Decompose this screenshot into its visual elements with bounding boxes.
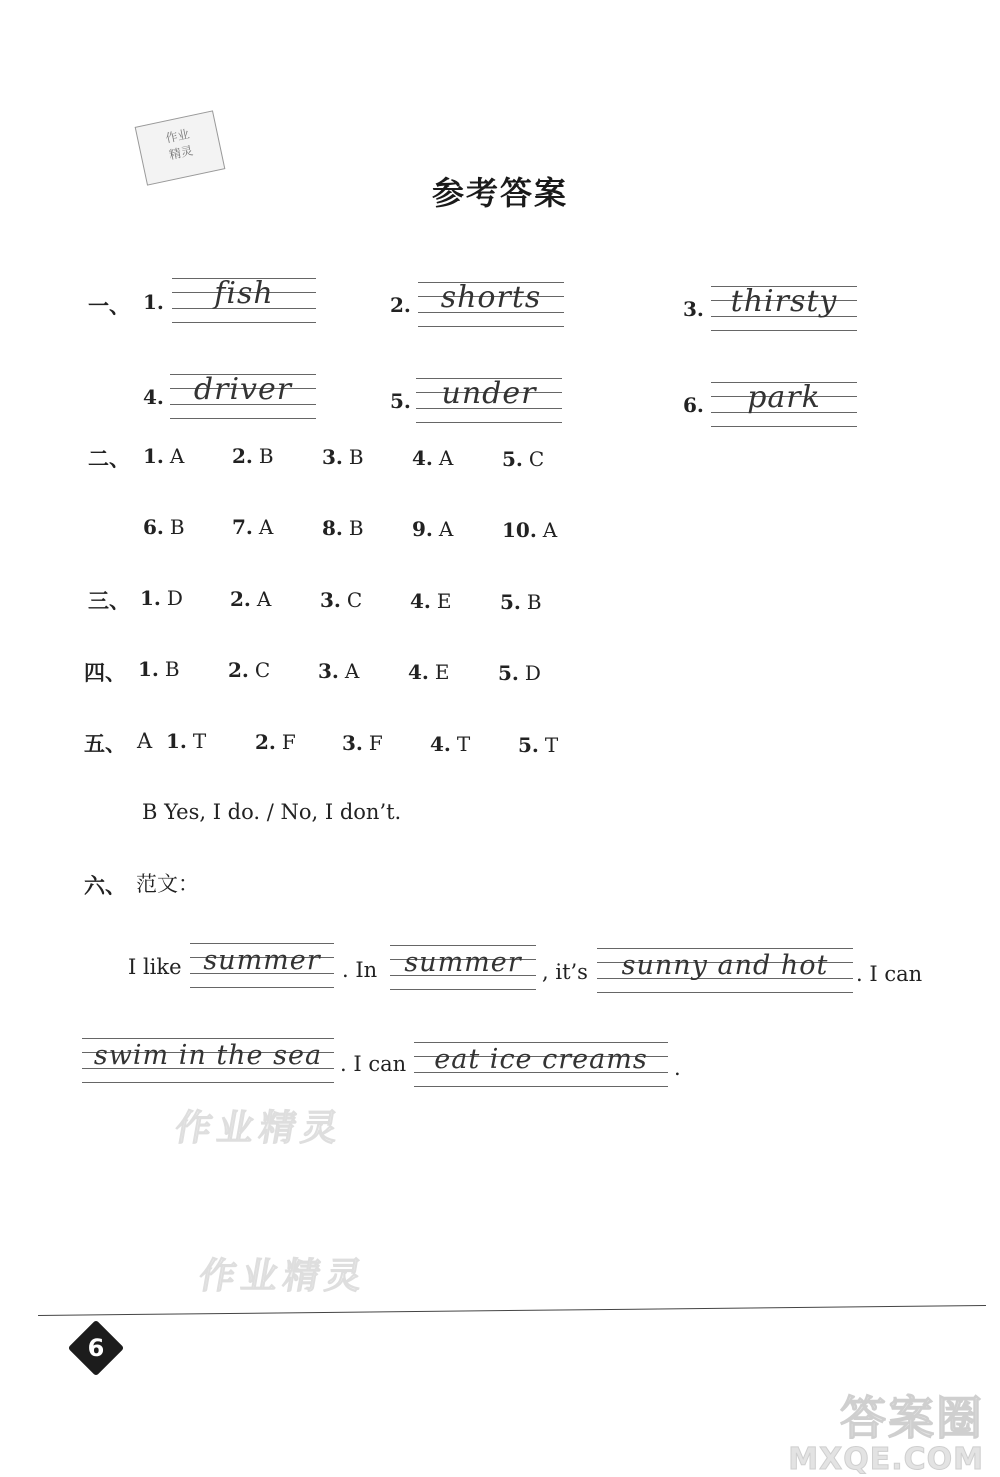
s6-answer-4-lines bbox=[82, 1038, 334, 1084]
footer-divider bbox=[38, 1305, 986, 1316]
logo-url: MXQE.COM bbox=[788, 1442, 984, 1477]
s2-item-6: 6. B bbox=[143, 515, 185, 539]
s1-item-6-answer: park bbox=[747, 380, 821, 415]
section-1-label: 一、 bbox=[88, 294, 130, 318]
section-6-label: 六、 bbox=[84, 874, 126, 898]
s1-item-4-num: 4. bbox=[143, 385, 164, 409]
s1-item-4-answer: driver bbox=[193, 372, 293, 407]
s6-answer-4: swim in the sea bbox=[93, 1040, 323, 1071]
s6-answer-2-lines bbox=[390, 945, 536, 991]
s6-answer-3-lines bbox=[597, 948, 853, 994]
s1-item-2-num: 2. bbox=[390, 293, 411, 317]
section-4-label: 四、 bbox=[84, 661, 126, 685]
s2-item-5: 5. C bbox=[502, 447, 545, 471]
s1-item-2-answer: shorts bbox=[440, 280, 542, 315]
site-logo-watermark bbox=[788, 1382, 984, 1477]
s3-item-5: 5. B bbox=[500, 590, 542, 614]
stamp-line-1: 作业 bbox=[164, 126, 191, 146]
s6-answer-5: eat ice creams bbox=[434, 1044, 648, 1075]
s1-item-4-lines bbox=[170, 374, 316, 420]
s1-item-2-lines bbox=[418, 282, 564, 328]
s4-item-5: 5. D bbox=[498, 661, 541, 685]
s3-item-3: 3. C bbox=[320, 588, 363, 612]
s4-item-4: 4. E bbox=[408, 660, 450, 684]
s6-text-its: , it’s bbox=[542, 960, 588, 984]
s6-answer-2: summer bbox=[404, 947, 522, 978]
s5-part-b: B Yes, I do. / No, I don’t. bbox=[142, 800, 402, 824]
watermark-1: 作业精灵 bbox=[171, 1108, 348, 1149]
s6-text-i-like: I like bbox=[128, 955, 182, 979]
section-2-label: 二、 bbox=[88, 447, 130, 471]
s1-item-5-num: 5. bbox=[390, 389, 411, 413]
page-number: 6 bbox=[87, 1334, 105, 1362]
s2-item-10: 10. A bbox=[502, 518, 558, 542]
s5-item-5: 5. T bbox=[518, 733, 559, 757]
s6-answer-1: summer bbox=[203, 945, 321, 976]
s2-item-2: 2. B bbox=[232, 444, 274, 468]
s5-item-2: 2. F bbox=[255, 730, 296, 754]
s2-item-1: 1. A bbox=[143, 444, 185, 468]
s2-item-9: 9. A bbox=[412, 517, 454, 541]
s1-item-5-answer: under bbox=[441, 376, 537, 411]
s1-item-6-num: 6. bbox=[683, 393, 704, 417]
section-5-label: 五、 bbox=[84, 732, 126, 756]
s4-item-2: 2. C bbox=[228, 658, 271, 682]
logo-name: 答案圈 bbox=[840, 1391, 984, 1445]
s2-item-8: 8. B bbox=[322, 516, 364, 540]
s6-answer-5-lines bbox=[414, 1042, 668, 1088]
s6-heading: 范文： bbox=[136, 872, 199, 896]
s5-part-a-label: A bbox=[137, 729, 153, 753]
s6-text-i-can-1: . I can bbox=[856, 962, 923, 986]
watermark-2: 作业精灵 bbox=[195, 1256, 372, 1297]
s3-item-2: 2. A bbox=[230, 587, 272, 611]
s6-text-i-can-2: . I can bbox=[340, 1052, 407, 1076]
s1-item-3-num: 3. bbox=[683, 297, 704, 321]
s2-item-3: 3. B bbox=[322, 445, 364, 469]
s6-text-in: . In bbox=[342, 958, 378, 982]
s3-item-1: 1. D bbox=[140, 586, 183, 610]
s2-item-7: 7. A bbox=[232, 515, 274, 539]
section-3-label: 三、 bbox=[88, 589, 130, 613]
s6-text-end: . bbox=[674, 1056, 681, 1080]
s1-item-3-answer: thirsty bbox=[730, 284, 838, 319]
s6-answer-3: sunny and hot bbox=[621, 950, 829, 981]
s1-item-1-answer: fish bbox=[214, 276, 274, 311]
s1-item-3-lines bbox=[711, 286, 857, 332]
stamp-line-2: 精灵 bbox=[167, 143, 195, 163]
s1-item-1-lines bbox=[172, 278, 316, 324]
page-title: 参考答案 bbox=[431, 174, 568, 212]
s1-item-6-lines bbox=[711, 382, 857, 428]
s5-item-3: 3. F bbox=[342, 731, 383, 755]
s2-item-4: 4. A bbox=[412, 446, 454, 470]
s4-item-3: 3. A bbox=[318, 659, 360, 683]
s6-answer-1-lines bbox=[190, 943, 334, 989]
s4-item-1: 1. B bbox=[138, 657, 180, 681]
s5-item-1: 1. T bbox=[166, 729, 207, 753]
s1-item-5-lines bbox=[416, 378, 562, 424]
s3-item-4: 4. E bbox=[410, 589, 452, 613]
s1-item-1-num: 1. bbox=[143, 290, 164, 314]
s5-item-4: 4. T bbox=[430, 732, 471, 756]
